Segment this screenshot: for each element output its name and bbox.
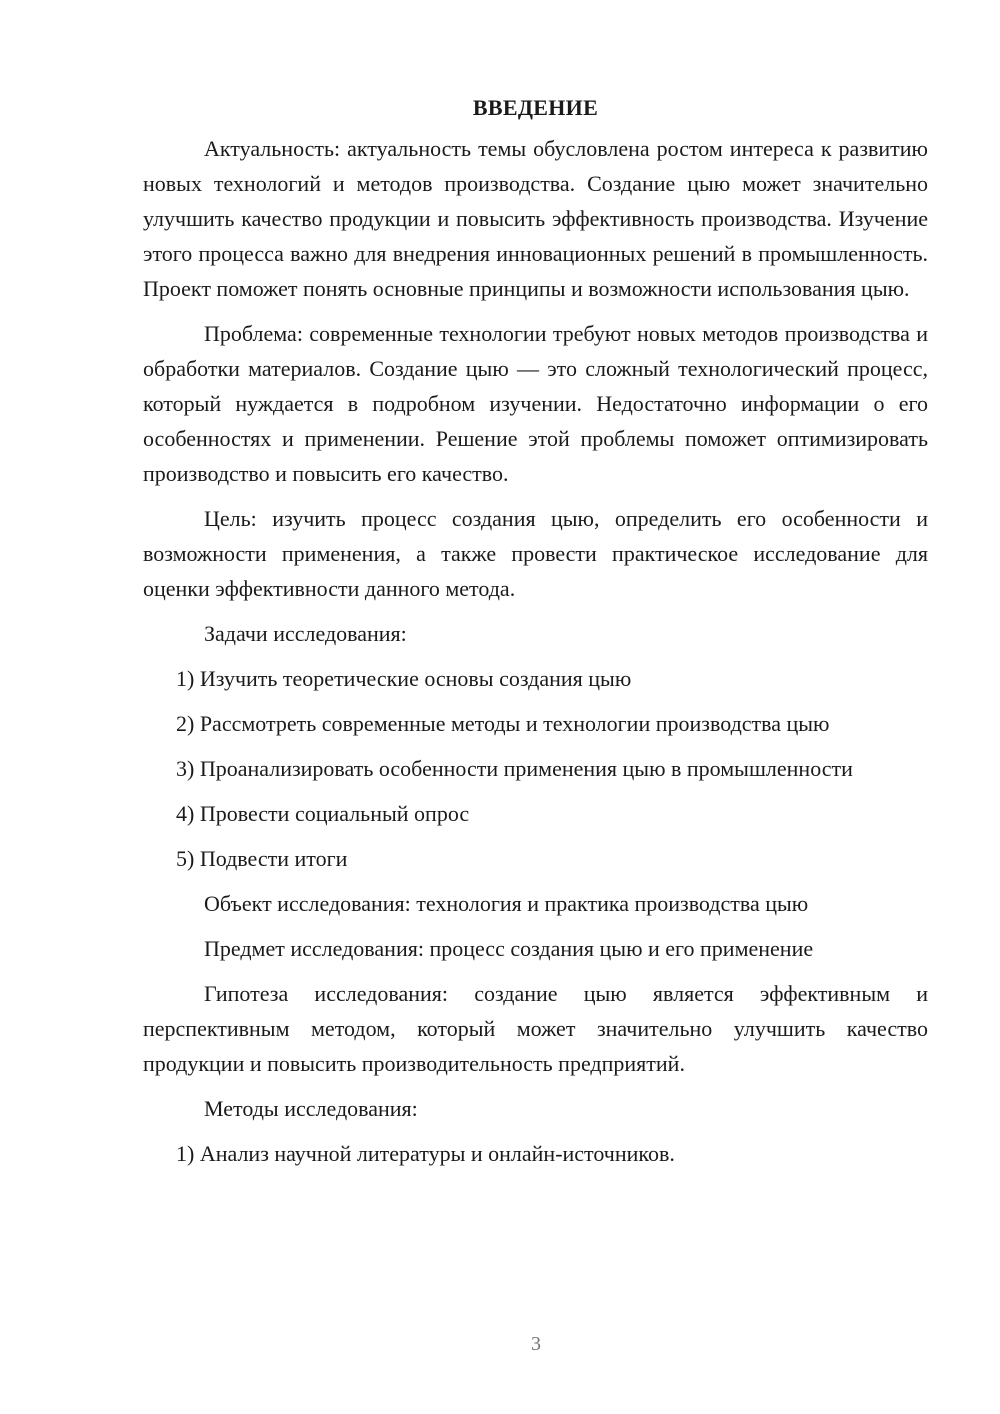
task-item: 2) Рассмотреть современные методы и технологии производства цыю: [176, 711, 830, 736]
research-subject: Предмет исследования: процесс создания цыю и его применение: [204, 936, 814, 961]
task-item: 1) Изучить теоретические основы создания цыю: [176, 666, 632, 691]
method-item: 1) Анализ научной литературы и онлайн-источников.: [176, 1141, 675, 1166]
page-number: 3: [531, 1333, 541, 1355]
task-item: 5) Подвести итоги: [176, 846, 348, 871]
hypothesis-paragraph: Гипотеза исследования: создание цыю является эффективным и перспективным методом, который может значительно улучшить качество продукции и повысить производительность предприятий.: [143, 981, 928, 1076]
document-body: [143, 90, 928, 1181]
section-heading: ВВЕДЕНИЕ: [472, 95, 599, 120]
tasks-label: Задачи исследования:: [204, 621, 407, 646]
methods-label: Методы исследования:: [204, 1096, 418, 1121]
task-item: 4) Провести социальный опрос: [176, 801, 470, 826]
relevance-paragraph: Актуальность: актуальность темы обусловлена ростом интереса к развитию новых технологий и методов производства. Создание цыю может значительно улучшить качество продукции и повысить эффективность производства. Изучение этого процесса важно для внедрения инновационных решений в промышленность. Проект поможет понять основные принципы и возможности использования цыю.: [143, 136, 928, 301]
task-item: 3) Проанализировать особенности применения цыю в промышленности: [176, 756, 853, 781]
problem-paragraph: Проблема: современные технологии требуют новых методов производства и обработки материалов. Создание цыю — это сложный технологический процесс, который нуждается в подробном изучении. Недостаточно информации о его особенностях и применении. Решение этой проблемы поможет оптимизировать производство и повысить его качество.: [143, 321, 928, 486]
research-object: Объект исследования: технология и практика производства цыю: [204, 891, 809, 916]
goal-paragraph: Цель: изучить процесс создания цыю, определить его особенности и возможности применения, а также провести практическое исследование для оценки эффективности данного метода.: [143, 506, 928, 601]
